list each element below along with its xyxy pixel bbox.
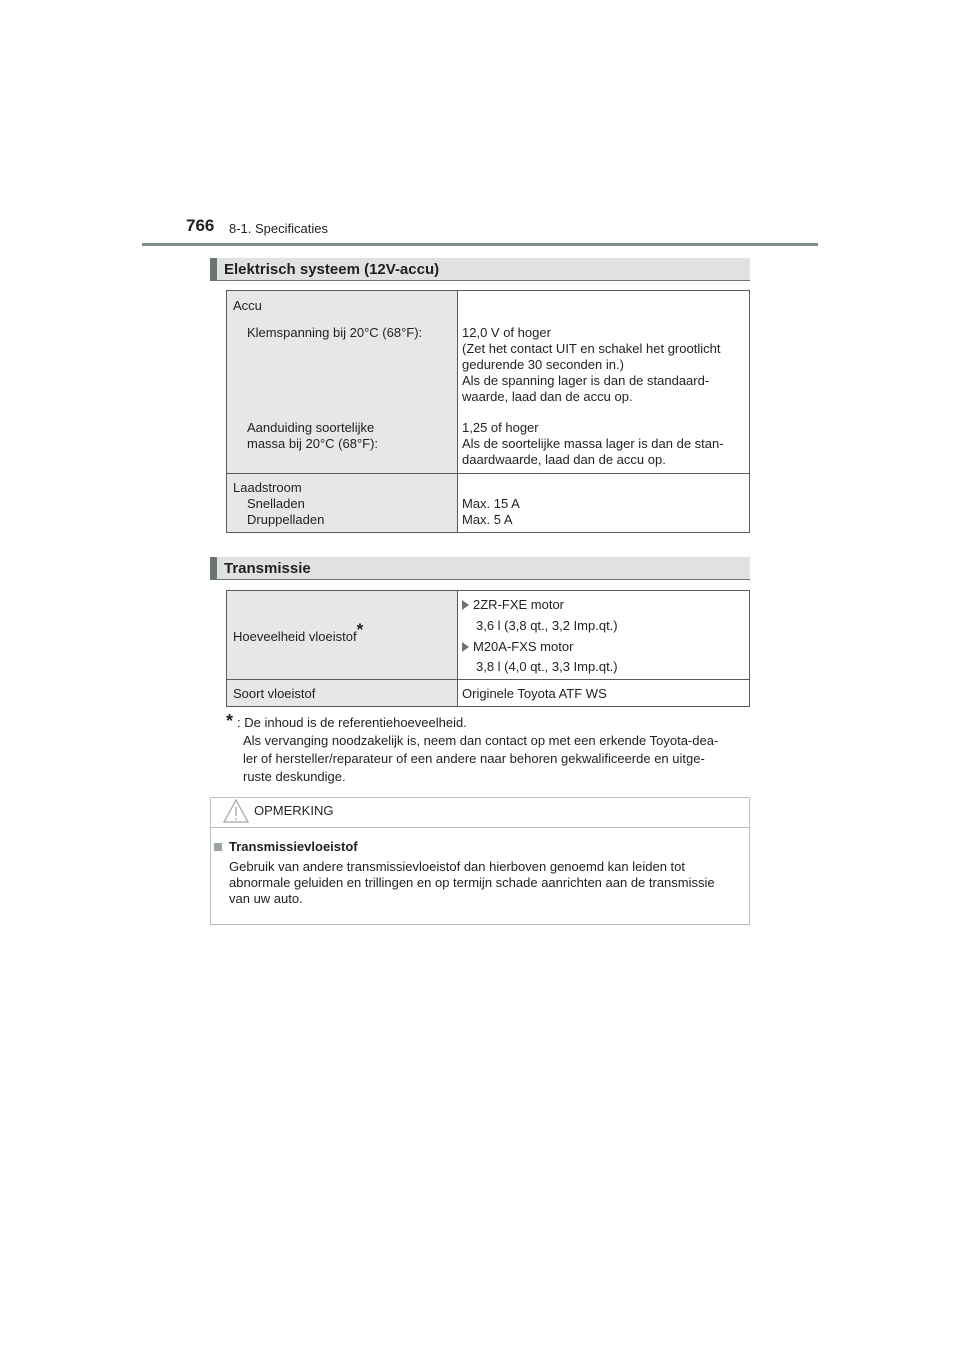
terminal-voltage-label: Klemspanning bij 20°C (68°F):: [247, 325, 423, 340]
section-bar: [210, 258, 217, 280]
slow-charge-label: Druppelladen: [247, 512, 325, 527]
notice-text-line: Gebruik van andere transmissievloeistof dan hierboven genoemd kan leiden tot: [229, 859, 685, 874]
terminal-voltage-note: (Zet het contact UIT en schakel het grootlicht: [462, 341, 721, 356]
fluid-type-label: Soort vloeistof: [233, 686, 316, 701]
terminal-voltage-note: gedurende 30 seconden in.): [462, 357, 624, 372]
specific-gravity-value: 1,25 of hoger: [462, 420, 539, 435]
arrow-right-icon: [462, 600, 469, 610]
terminal-voltage-value: 12,0 V of hoger: [462, 325, 551, 340]
header-rule: [142, 243, 818, 246]
engine-1-value: 3,6 l (3,8 qt., 3,2 Imp.qt.): [476, 618, 618, 633]
engine-1-row: [462, 597, 564, 613]
transmission-spec-table: [226, 590, 750, 707]
specific-gravity-note: Als de soortelijke massa lager is dan de stan-: [462, 436, 724, 451]
footnote-line: ler of hersteller/reparateur of een andere naar behoren gekwalificeerde en uitge-: [243, 751, 705, 766]
accu-label: Accu: [233, 298, 262, 313]
specific-gravity-label-line: Aanduiding soortelijke: [247, 420, 375, 435]
section-title: 8-1. Specificaties: [229, 221, 328, 236]
transmission-section-heading: [210, 557, 750, 580]
terminal-voltage-note: waarde, laad dan de accu op.: [462, 389, 633, 404]
transmission-section-title: Transmissie: [224, 560, 311, 577]
footnote-line: ruste deskundige.: [243, 769, 346, 784]
square-bullet-icon: [214, 843, 222, 851]
slow-charge-value: Max. 5 A: [462, 512, 513, 527]
row-divider: [227, 679, 749, 680]
footnote-marker: *: [226, 711, 234, 731]
page-number: 766: [186, 216, 215, 235]
column-divider: [457, 291, 458, 532]
asterisk-marker: *: [356, 620, 364, 639]
specific-gravity-note: daardwaarde, laad dan de accu op.: [462, 452, 666, 467]
fluid-type-value: Originele Toyota ATF WS: [462, 686, 607, 701]
fast-charge-label: Snelladen: [247, 496, 305, 511]
column-divider: [457, 591, 458, 706]
terminal-voltage-note: Als de spanning lager is dan de standaard-: [462, 373, 710, 388]
electrical-spec-table: [226, 290, 750, 533]
section-bar: [210, 557, 217, 579]
charge-label: Laadstroom: [233, 480, 302, 495]
notice-title: OPMERKING: [254, 803, 334, 818]
notice-text-line: abnormale geluiden en trillingen en op termijn schade aanrichten aan de transmissie: [229, 875, 715, 890]
electrical-section-title: Elektrisch systeem (12V-accu): [224, 261, 440, 278]
engine-2-label: M20A-FXS motor: [473, 639, 574, 654]
footnote-line: : De inhoud is de referentiehoeveelheid.: [237, 715, 467, 730]
warning-triangle-icon: [222, 798, 250, 824]
electrical-section-heading: [210, 258, 750, 281]
engine-2-row: [462, 639, 573, 655]
notice-separator: [211, 827, 749, 828]
arrow-right-icon: [462, 642, 469, 652]
engine-2-value: 3,8 l (4,0 qt., 3,3 Imp.qt.): [476, 659, 618, 674]
engine-1-label: 2ZR-FXE motor: [473, 597, 565, 612]
row-divider: [227, 473, 749, 474]
fluid-capacity-label: [233, 620, 364, 645]
notice-heading: Transmissievloeistof: [229, 839, 358, 854]
fluid-capacity-label-text: Hoeveelheid vloeistof: [233, 629, 357, 644]
footnote-line: Als vervanging noodzakelijk is, neem dan contact op met een erkende Toyota-dea-: [243, 733, 719, 748]
specific-gravity-label-line: massa bij 20°C (68°F):: [247, 436, 379, 451]
notice-text-line: van uw auto.: [229, 891, 303, 906]
fast-charge-value: Max. 15 A: [462, 496, 520, 511]
